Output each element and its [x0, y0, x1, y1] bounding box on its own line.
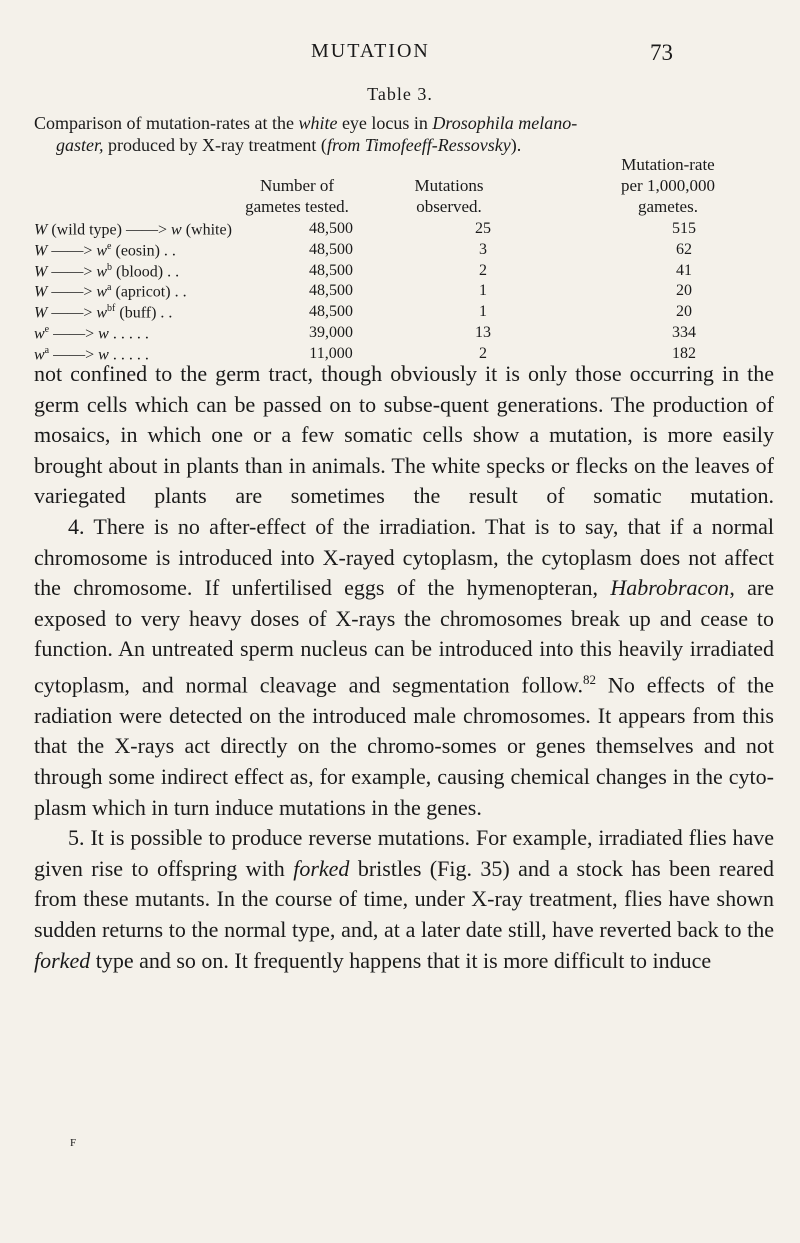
row-label: [34, 282, 187, 301]
arrow-icon: ——>: [53, 346, 95, 364]
col-head-number-2: gametes tested.: [245, 197, 349, 216]
row-post: (buff) . .: [115, 304, 173, 322]
p2-text-c: No effects of the radiation were detected on the introduced male chromosomes. It appears from this that the X-rays act directly on the chromo-somes or genes themselves and not through some indirect effect as, for example, causing chemical changes in the cyto-plasm which in turn induce mutations in the genes.: [34, 672, 774, 820]
body-text: [34, 359, 774, 976]
allele-to: w: [98, 325, 109, 343]
cell-rate: 41: [676, 261, 692, 279]
page-number: 73: [650, 40, 673, 65]
allele-to: w: [171, 221, 182, 239]
table-row: [34, 303, 764, 324]
arrow-icon: ——>: [51, 304, 93, 322]
cell-mutations: 1: [479, 303, 487, 321]
col-head-rate-3: gametes.: [638, 197, 698, 216]
p3-text-b: bristles (Fig. 35) and a stock has been reared from these mutants. In the course of time, under X-ray treatment, flies have shown sudden returns to the normal type, and, at a later date still, have reverted back to the: [34, 855, 774, 943]
caption-italic-species: Drosophila melano-: [432, 113, 578, 133]
table-row: [34, 241, 764, 262]
row-post: (eosin) . .: [111, 242, 176, 260]
cell-mutations: 13: [475, 324, 491, 341]
caption-mid: eye locus in: [337, 113, 433, 133]
row-post: (blood) . .: [112, 262, 180, 280]
allele-from: W: [34, 304, 48, 322]
allele-from-sup: e: [44, 324, 50, 335]
col-head-mutations: [394, 175, 504, 217]
allele-from-sup: a: [44, 344, 50, 356]
row-post: . . . . .: [108, 346, 149, 364]
arrow-icon: ——>: [51, 283, 93, 301]
allele-to-sup: bf: [107, 303, 116, 315]
row-pre: (wild type): [47, 221, 126, 239]
cell-rate: 20: [676, 303, 692, 321]
allele-to: w: [96, 283, 108, 301]
cell-gametes: 39,000: [309, 324, 353, 341]
cell-rate: 62: [676, 240, 692, 258]
col-head-mutations-2: observed.: [416, 197, 482, 216]
table-row: [34, 324, 764, 345]
table-caption: [34, 112, 774, 156]
caption-mid-2: produced by X-ray treatment (: [103, 135, 327, 155]
table-row: [34, 262, 764, 283]
caption-italic-source: from Timofeeff-Ressovsky: [326, 135, 511, 155]
cell-gametes: 11,000: [309, 344, 353, 362]
p2-italic-genus: Habrobracon: [610, 575, 730, 601]
allele-to: w: [98, 346, 109, 364]
paragraph-2: [34, 512, 774, 823]
col-head-number: [232, 175, 362, 217]
cell-rate: 515: [672, 220, 696, 237]
col-head-rate-2: per 1,000,000: [621, 176, 715, 195]
cell-gametes: 48,500: [309, 282, 353, 300]
caption-end: ).: [510, 135, 522, 155]
paragraph-1: not confined to the germ tract, though obviously it is only those occurring in the germ cells which can be passed on to subse-quent generations. The production of mosaics, in which one or a few somatic cells show a mutation, is more easily brought about in plants than in animals. The white specks or flecks on the leaves of variegated plants are sometimes the result of somatic mutation.: [34, 361, 774, 509]
p3-text-c: type and so on. It frequently happens that it is more difficult to induce: [90, 947, 712, 973]
row-label: [34, 220, 232, 239]
paragraph-3: [34, 823, 774, 976]
cell-rate: 182: [672, 344, 696, 362]
cell-rate: 20: [676, 282, 692, 300]
allele-to: w: [96, 262, 108, 280]
row-post: (apricot) . .: [111, 283, 187, 301]
row-label: [34, 303, 172, 322]
col-head-rate: [598, 154, 738, 217]
allele-from: W: [34, 242, 48, 260]
running-head: [0, 40, 800, 70]
allele-from: W: [34, 283, 48, 301]
cell-mutations: 1: [479, 282, 487, 300]
col-head-rate-1: Mutation-rate: [621, 155, 715, 174]
row-label: [34, 262, 179, 281]
allele-to: w: [96, 304, 108, 322]
allele-to: w: [96, 242, 108, 260]
allele-from: w: [34, 346, 45, 364]
arrow-icon: ——>: [53, 325, 95, 343]
arrow-icon: ——>: [51, 262, 93, 280]
allele-from: w: [34, 325, 45, 343]
cell-mutations: 25: [475, 220, 491, 237]
table-row: [34, 282, 764, 303]
footnote-ref-82: 82: [583, 671, 597, 687]
col-head-mutations-1: Mutations: [414, 176, 484, 195]
allele-from: W: [34, 221, 48, 239]
table-row: [34, 220, 764, 241]
col-head-number-1: Number of: [259, 176, 335, 195]
caption-italic-white: white: [298, 113, 338, 133]
row-post: (white): [181, 221, 232, 239]
p2-text-b: , are exposed to very heavy doses of X-rays the chromosomes break up and cease to function. An untreated sperm nucleus can be introduced into this heavily irradiated cytoplasm, and normal cleavage and segmentation follow.: [34, 575, 774, 698]
cell-mutations: 2: [479, 261, 487, 279]
cell-gametes: 48,500: [309, 240, 353, 258]
p3-text-a: 5. It is possible to produce reverse mutations. For example, irradiated flies have given rise to offspring with: [34, 825, 774, 881]
arrow-icon: ——>: [51, 242, 93, 260]
signature-mark: F: [70, 1137, 77, 1149]
cell-gametes: 48,500: [309, 220, 353, 237]
arrow-icon: ——>: [125, 221, 168, 239]
running-head-title: MUTATION: [311, 40, 430, 62]
cell-mutations: 3: [479, 240, 487, 258]
table-title: Table 3.: [367, 84, 433, 104]
cell-gametes: 48,500: [309, 303, 353, 321]
row-label: [34, 324, 149, 343]
allele-to-sup: b: [107, 261, 113, 273]
row-post: . . . . .: [108, 325, 149, 343]
allele-to-sup: e: [107, 240, 112, 252]
p3-italic-forked-2: forked: [34, 947, 91, 973]
allele-to-sup: a: [107, 282, 112, 294]
cell-mutations: 2: [479, 344, 487, 362]
p2-text-a: 4. There is no after-effect of the irradiation. That is to say, that if a normal chromosome is introduced into X-rayed cytoplasm, the cytoplasm does not affect the chromosome. If unfertilised eggs of the hymenopteran,: [34, 513, 774, 601]
caption-italic-species-end: gaster,: [56, 135, 104, 155]
cell-rate: 334: [672, 324, 696, 341]
caption-lead: Comparison of mutation-rates at the: [34, 113, 299, 133]
row-label: [34, 241, 176, 260]
p3-italic-forked-1: forked: [293, 855, 350, 881]
allele-from: W: [34, 262, 48, 280]
cell-gametes: 48,500: [309, 261, 353, 279]
